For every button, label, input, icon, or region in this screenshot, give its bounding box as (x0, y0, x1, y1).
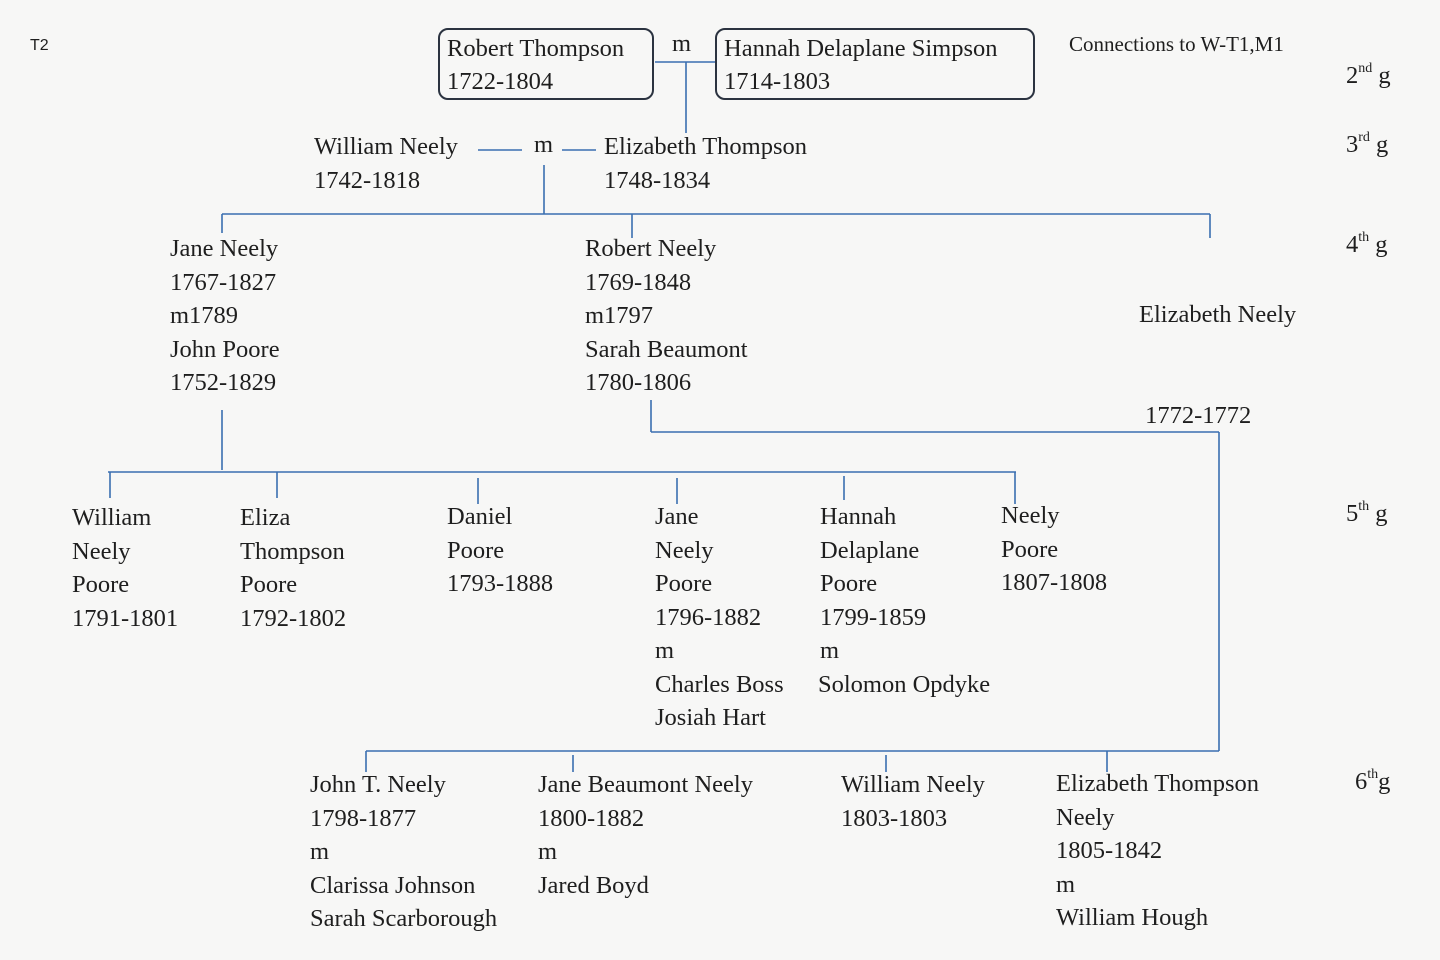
person-line: William Neely (841, 771, 985, 798)
person-name: Elizabeth Thompson (604, 133, 807, 160)
person-line: Neely (72, 537, 131, 565)
person-line: Jane Beaumont Neely (538, 771, 753, 798)
person-line: Jane Neely (170, 235, 279, 262)
person-line: 1791-1801 (72, 604, 179, 632)
generation-label-6: 6thg (1355, 767, 1391, 795)
person-line: Charles Boss (655, 670, 784, 698)
person-neely-poore (1001, 499, 1107, 600)
person-dates: 1742-1818 (314, 166, 421, 194)
page-label: T2 (30, 37, 49, 54)
person-line: Robert Neely (585, 235, 717, 262)
person-line: Daniel (447, 503, 513, 530)
person-line: 1799-1859 (820, 603, 927, 631)
person-elizabeth-neely (1139, 231, 1296, 466)
person-william-neely-poore (72, 501, 178, 635)
person-line: John Poore (170, 335, 280, 363)
person-line: Poore (1001, 535, 1059, 563)
person-line: Poore (72, 571, 130, 598)
person-dates: 1722-1804 (447, 68, 554, 95)
person-line: Solomon Opdyke (818, 670, 991, 698)
person-line: m (820, 637, 840, 664)
person-jane-neely (170, 232, 280, 400)
person-dates: 1714-1803 (724, 68, 831, 95)
person-hannah-delaplane-simpson (715, 28, 1035, 100)
person-line: 1769-1848 (585, 268, 692, 296)
person-jane-neely-poore (655, 500, 784, 735)
person-line: m (310, 838, 330, 865)
person-jane-beaumont-neely (538, 768, 753, 902)
person-line: 1800-1882 (538, 804, 645, 832)
person-john-t-neely (310, 768, 497, 936)
person-eliza-thompson-poore (240, 501, 346, 635)
person-line: Poore (820, 570, 878, 597)
person-line: 1792-1802 (240, 604, 347, 632)
person-line: Sarah Beaumont (585, 335, 748, 363)
person-line: Neely (655, 536, 714, 564)
person-line: Neely (1056, 803, 1115, 831)
person-line: Elizabeth Thompson (1056, 770, 1259, 797)
person-name: Robert Thompson (447, 35, 625, 62)
person-elizabeth-thompson-neely (1056, 767, 1259, 935)
person-line: 1793-1888 (447, 570, 554, 597)
gen2-marriage-symbol: m (672, 30, 692, 57)
person-william-neely-gen3 (314, 130, 458, 197)
person-elizabeth-thompson-gen3 (604, 130, 807, 197)
person-line: 1798-1877 (310, 804, 417, 832)
person-line: Hannah (820, 503, 897, 530)
person-line: m (655, 637, 675, 664)
person-line: John T. Neely (310, 771, 446, 798)
person-line: William (72, 504, 152, 531)
generation-label-3: 3rd g (1346, 130, 1389, 158)
person-line: Poore (447, 536, 505, 564)
person-line: Jared Boyd (538, 871, 649, 899)
person-line: 1767-1827 (170, 268, 277, 296)
person-line: 1796-1882 (655, 603, 762, 631)
person-line: Thompson (240, 537, 345, 565)
person-line: 1752-1829 (170, 369, 277, 396)
person-line: Josiah Hart (655, 704, 766, 731)
person-hannah-delaplane-poore (818, 500, 990, 701)
person-line: Neely (1001, 502, 1060, 529)
person-line: 1807-1808 (1001, 569, 1108, 596)
person-william-neely-gen6 (841, 768, 985, 835)
person-robert-thompson (438, 28, 654, 100)
person-line: m (1056, 870, 1076, 898)
person-line: 1803-1803 (841, 804, 948, 832)
generation-label-4: 4th g (1346, 230, 1388, 258)
person-line: 1780-1806 (585, 369, 692, 396)
person-line: Jane (655, 503, 699, 530)
person-line: Poore (655, 570, 713, 597)
person-line: m (538, 838, 558, 865)
gen3-marriage-symbol: m (534, 131, 554, 158)
person-name: Hannah Delaplane Simpson (724, 35, 998, 62)
person-daniel-poore (447, 500, 553, 601)
person-line: Clarissa Johnson (310, 871, 476, 899)
generation-label-2: 2nd g (1346, 61, 1391, 89)
generation-label-5: 5th g (1346, 499, 1388, 527)
person-line: Elizabeth Neely (1139, 301, 1297, 328)
person-robert-neely (585, 232, 748, 400)
person-line: Poore (240, 571, 298, 598)
person-line: William Hough (1056, 904, 1209, 931)
person-line: Eliza (240, 504, 291, 531)
person-line: Delaplane (820, 536, 920, 564)
person-line: 1805-1842 (1056, 837, 1163, 864)
person-line: m1797 (585, 302, 654, 329)
person-line: 1772-1772 (1139, 401, 1252, 429)
person-name: William Neely (314, 133, 458, 160)
connections-note: Connections to W-T1,M1 (1069, 32, 1284, 56)
person-line: Sarah Scarborough (310, 905, 498, 932)
person-line: m1789 (170, 302, 239, 329)
person-dates: 1748-1834 (604, 166, 711, 194)
